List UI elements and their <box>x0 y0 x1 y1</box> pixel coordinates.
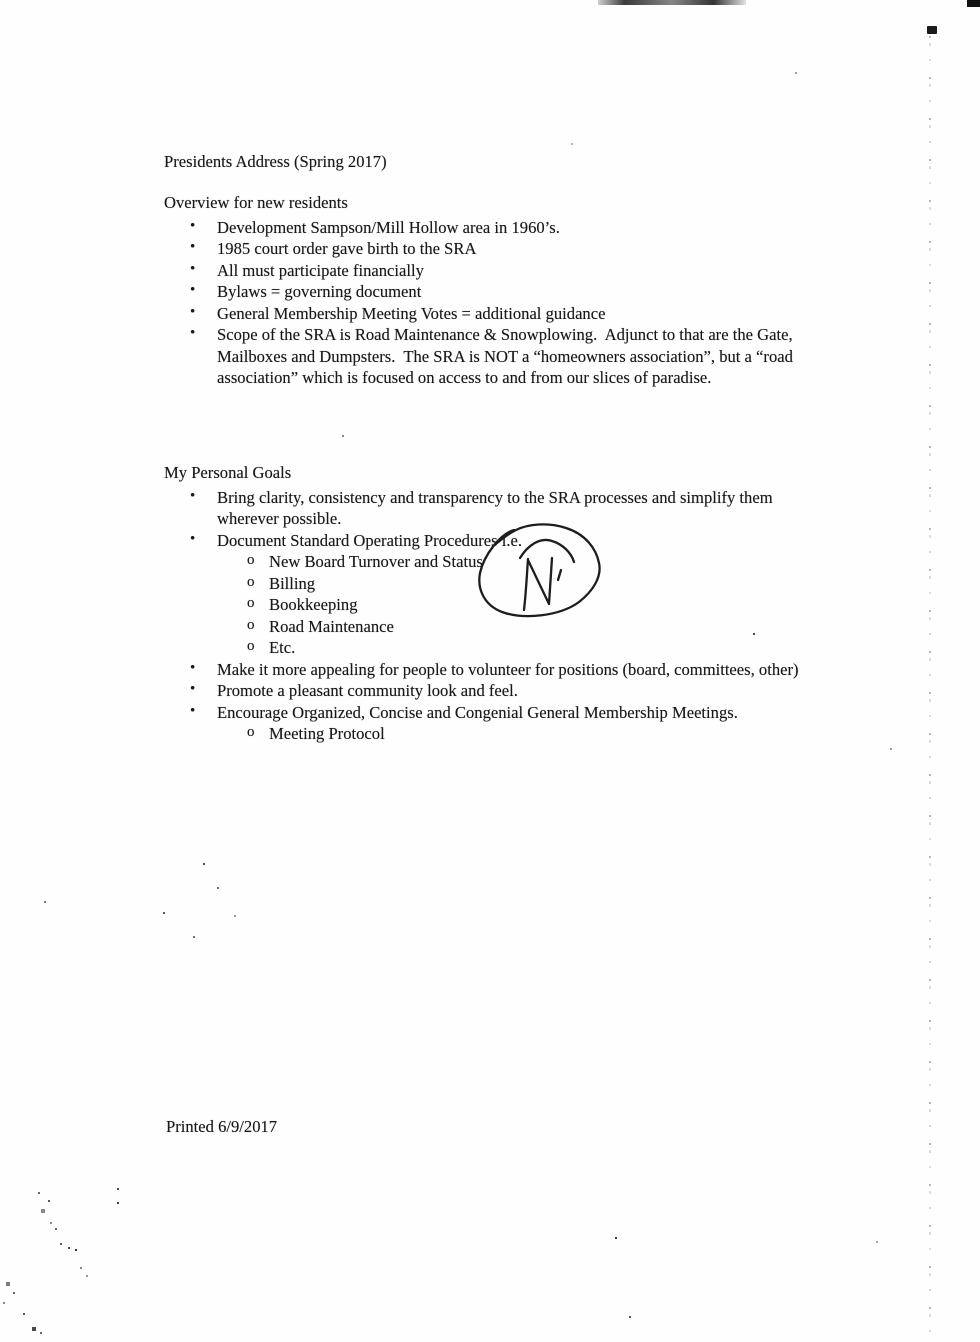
goals-heading: My Personal Goals <box>164 463 292 482</box>
list-item <box>164 659 804 681</box>
list-item <box>164 702 804 745</box>
circle-bullet-icon: o <box>247 616 255 633</box>
list-item-text: General Membership Meeting Votes = additional guidance <box>217 303 606 323</box>
printed-date: Printed 6/9/2017 <box>166 1117 278 1136</box>
bullet-icon: • <box>190 487 196 504</box>
sub-list-item <box>217 723 804 745</box>
bullet-icon: • <box>190 217 196 234</box>
scan-artifact-corner-block <box>967 0 980 7</box>
bullet-icon: • <box>190 681 196 697</box>
bullet-icon: • <box>190 260 196 277</box>
overview-heading: Overview for new residents <box>164 193 348 212</box>
bullet-icon: • <box>190 702 196 719</box>
bullet-icon: • <box>190 530 196 547</box>
sub-list-item-text: Meeting Protocol <box>269 724 385 743</box>
list-item <box>164 303 804 325</box>
list-item-text: Bring clarity, consistency and transparency to the SRA processes and simplify them wherever possible. <box>217 487 777 528</box>
bullet-icon: • <box>190 325 196 341</box>
list-item <box>164 238 804 260</box>
circle-bullet-icon: o <box>247 638 255 654</box>
list-item-text: Encourage Organized, Concise and Congenial General Membership Meetings. <box>217 702 738 722</box>
list-item-text: Promote a pleasant community look and feel. <box>217 681 518 700</box>
scan-artifact-square-mark <box>927 26 937 34</box>
list-item-text: Scope of the SRA is Road Maintenance & Snowplowing. Adjunct to that are the Gate, Mailboxes and Dumpsters. The SRA is NOT a “homeowners association”, but a “road association” which is focused on access to and from our slices of paradise. <box>217 325 798 387</box>
circle-bullet-icon: o <box>247 724 255 740</box>
bullet-icon: • <box>190 659 196 676</box>
list-item-text: Make it more appealing for people to volunteer for positions (board, committees, other) <box>217 659 799 679</box>
list-item-text: Development Sampson/Mill Hollow area in 1960’s. <box>217 217 560 237</box>
list-item-text: Bylaws = governing document <box>217 282 422 301</box>
sub-list-item-text: New Board Turnover and Status <box>269 552 483 571</box>
circle-bullet-icon: o <box>247 595 255 611</box>
scan-artifact-dotted-line <box>929 36 931 1334</box>
sub-list <box>217 723 804 745</box>
document-title: Presidents Address (Spring 2017) <box>164 152 387 171</box>
scan-artifact-specks <box>0 0 2 2</box>
sub-list-item-text: Etc. <box>269 638 296 657</box>
list-item-text: All must participate financially <box>217 260 424 280</box>
list-item <box>164 680 804 702</box>
bullet-icon: • <box>190 303 196 320</box>
handwritten-apostrophe <box>558 570 561 580</box>
handwritten-letter-n <box>524 558 552 610</box>
overview-list <box>164 217 804 389</box>
bullet-icon: • <box>190 239 196 255</box>
circle-bullet-icon: o <box>247 573 255 590</box>
bullet-icon: • <box>190 282 196 298</box>
sub-list-item-text: Bookkeeping <box>269 595 358 614</box>
list-item-text: 1985 court order gave birth to the SRA <box>217 239 477 258</box>
handwritten-oval-stroke <box>479 524 599 616</box>
scan-artifact-top-streak <box>598 0 746 5</box>
list-item-text: Document Standard Operating Procedures i.e. <box>217 530 523 550</box>
list-item <box>164 281 804 303</box>
list-item <box>164 217 804 239</box>
circle-bullet-icon: o <box>247 552 255 568</box>
handwritten-circle-annotation <box>476 521 606 621</box>
list-item <box>164 324 804 389</box>
overview-section <box>164 192 804 389</box>
sub-list-item <box>217 637 804 659</box>
list-item <box>164 260 804 282</box>
sub-list-item-text: Billing <box>269 573 316 593</box>
sub-list-item-text: Road Maintenance <box>269 616 394 636</box>
